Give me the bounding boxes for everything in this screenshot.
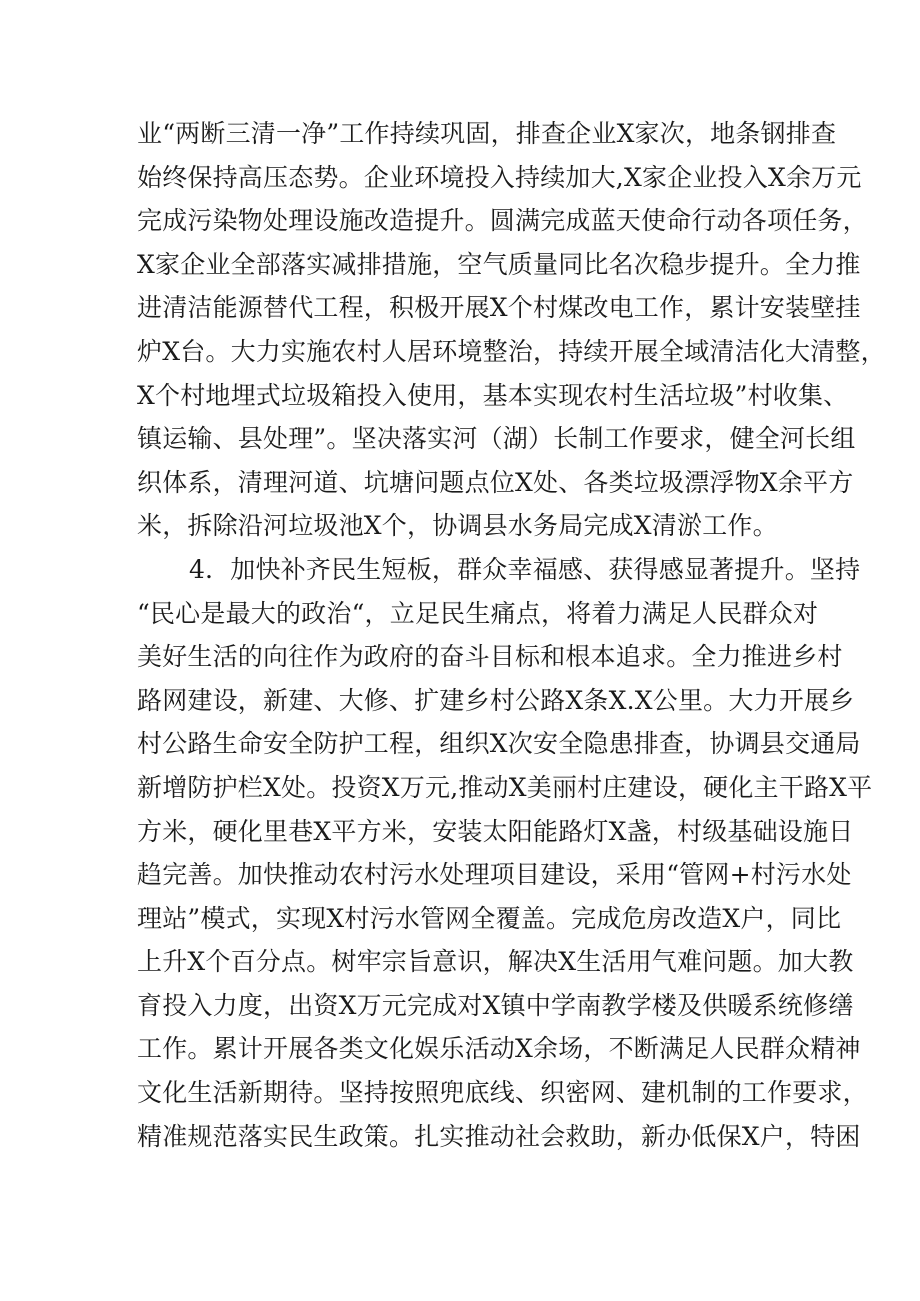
text-line: 米，拆除沿河垃圾池X个，协调县水务局完成X清淤工作。: [137, 511, 778, 541]
text-line: “民心是最大的政治“，立足民生痛点，将着力满足人民群众对: [137, 598, 819, 628]
text-line: 文化生活新期待。坚持按照兜底线、织密网、建机制的工作要求，: [137, 1078, 868, 1108]
text-line: 新增防护栏X处。投资X万元,推动X美丽村庄建设，硬化主干路X平: [137, 772, 873, 802]
text-line: 育投入力度，出资X万元完成对X镇中学南教学楼及供暖系统修缮: [137, 990, 854, 1020]
text-line: 始终保持高压态势。企业环境投入持续加大,X家企业投入X余万元: [137, 162, 862, 192]
text-line: X家企业全部落实减排措施，空气质量同比名次稳步提升。全力推: [137, 249, 861, 279]
text-line: 完成污染物处理设施改造提升。圆满完成蓝天使命行动各项任务，: [137, 206, 868, 236]
text-line: 上升X个百分点。树牢宗旨意识，解决X生活用气难问题。加大教: [137, 947, 854, 977]
text-line: 织体系，清理河道、坑塘问题点位X处、各类垃圾漂浮物X余平方: [137, 467, 854, 497]
text-line: 美好生活的向往作为政府的奋斗目标和根本追求。全力推进乡村: [137, 642, 843, 672]
body-text: [137, 112, 886, 1158]
text-line: 炉X台。大力实施农村人居环境整治，持续开展全域清洁化大清整，: [137, 336, 886, 366]
text-line: 业“两断三清一净”工作持续巩固，排查企业X家次，地条钢排查: [137, 119, 837, 148]
paragraph-1: [137, 112, 886, 548]
text-line: 进清洁能源替代工程，积极开展X个村煤改电工作，累计安装壁挂: [137, 293, 861, 323]
text-line: 方米，硬化里巷X平方米，安装太阳能路灯X盏，村级基础设施日: [137, 816, 854, 846]
text-line: 村公路生命安全防护工程，组织X次安全隐患排查，协调县交通局: [137, 729, 861, 759]
text-line: 精准规范落实民生政策。扎实推动社会救助，新办低保X户，特困: [137, 1121, 861, 1151]
text-line: 理站”模式，实现X村污水管网全覆盖。完成危房改造X户，同比: [137, 903, 842, 933]
paragraph-2: [137, 548, 873, 1158]
text-line: 趋完善。加快推动农村污水处理项目建设，采用“管网+村污水处: [137, 860, 852, 890]
text-line: 工作。累计开展各类文化娱乐活动X余场，不断满足人民群众精神: [137, 1034, 861, 1064]
paragraph-heading-line: 4．加快补齐民生短板，群众幸福感、获得感显著提升。坚持: [189, 554, 861, 584]
text-line: 路网建设，新建、大修、扩建乡村公路X条X.X公里。大力开展乡: [137, 685, 855, 715]
text-line: X个村地埋式垃圾箱投入使用，基本实现农村生活垃圾”村收集、: [137, 380, 849, 410]
text-line: 镇运输、县处理”。坚决落实河（湖）长制工作要求，健全河长组: [137, 424, 856, 454]
